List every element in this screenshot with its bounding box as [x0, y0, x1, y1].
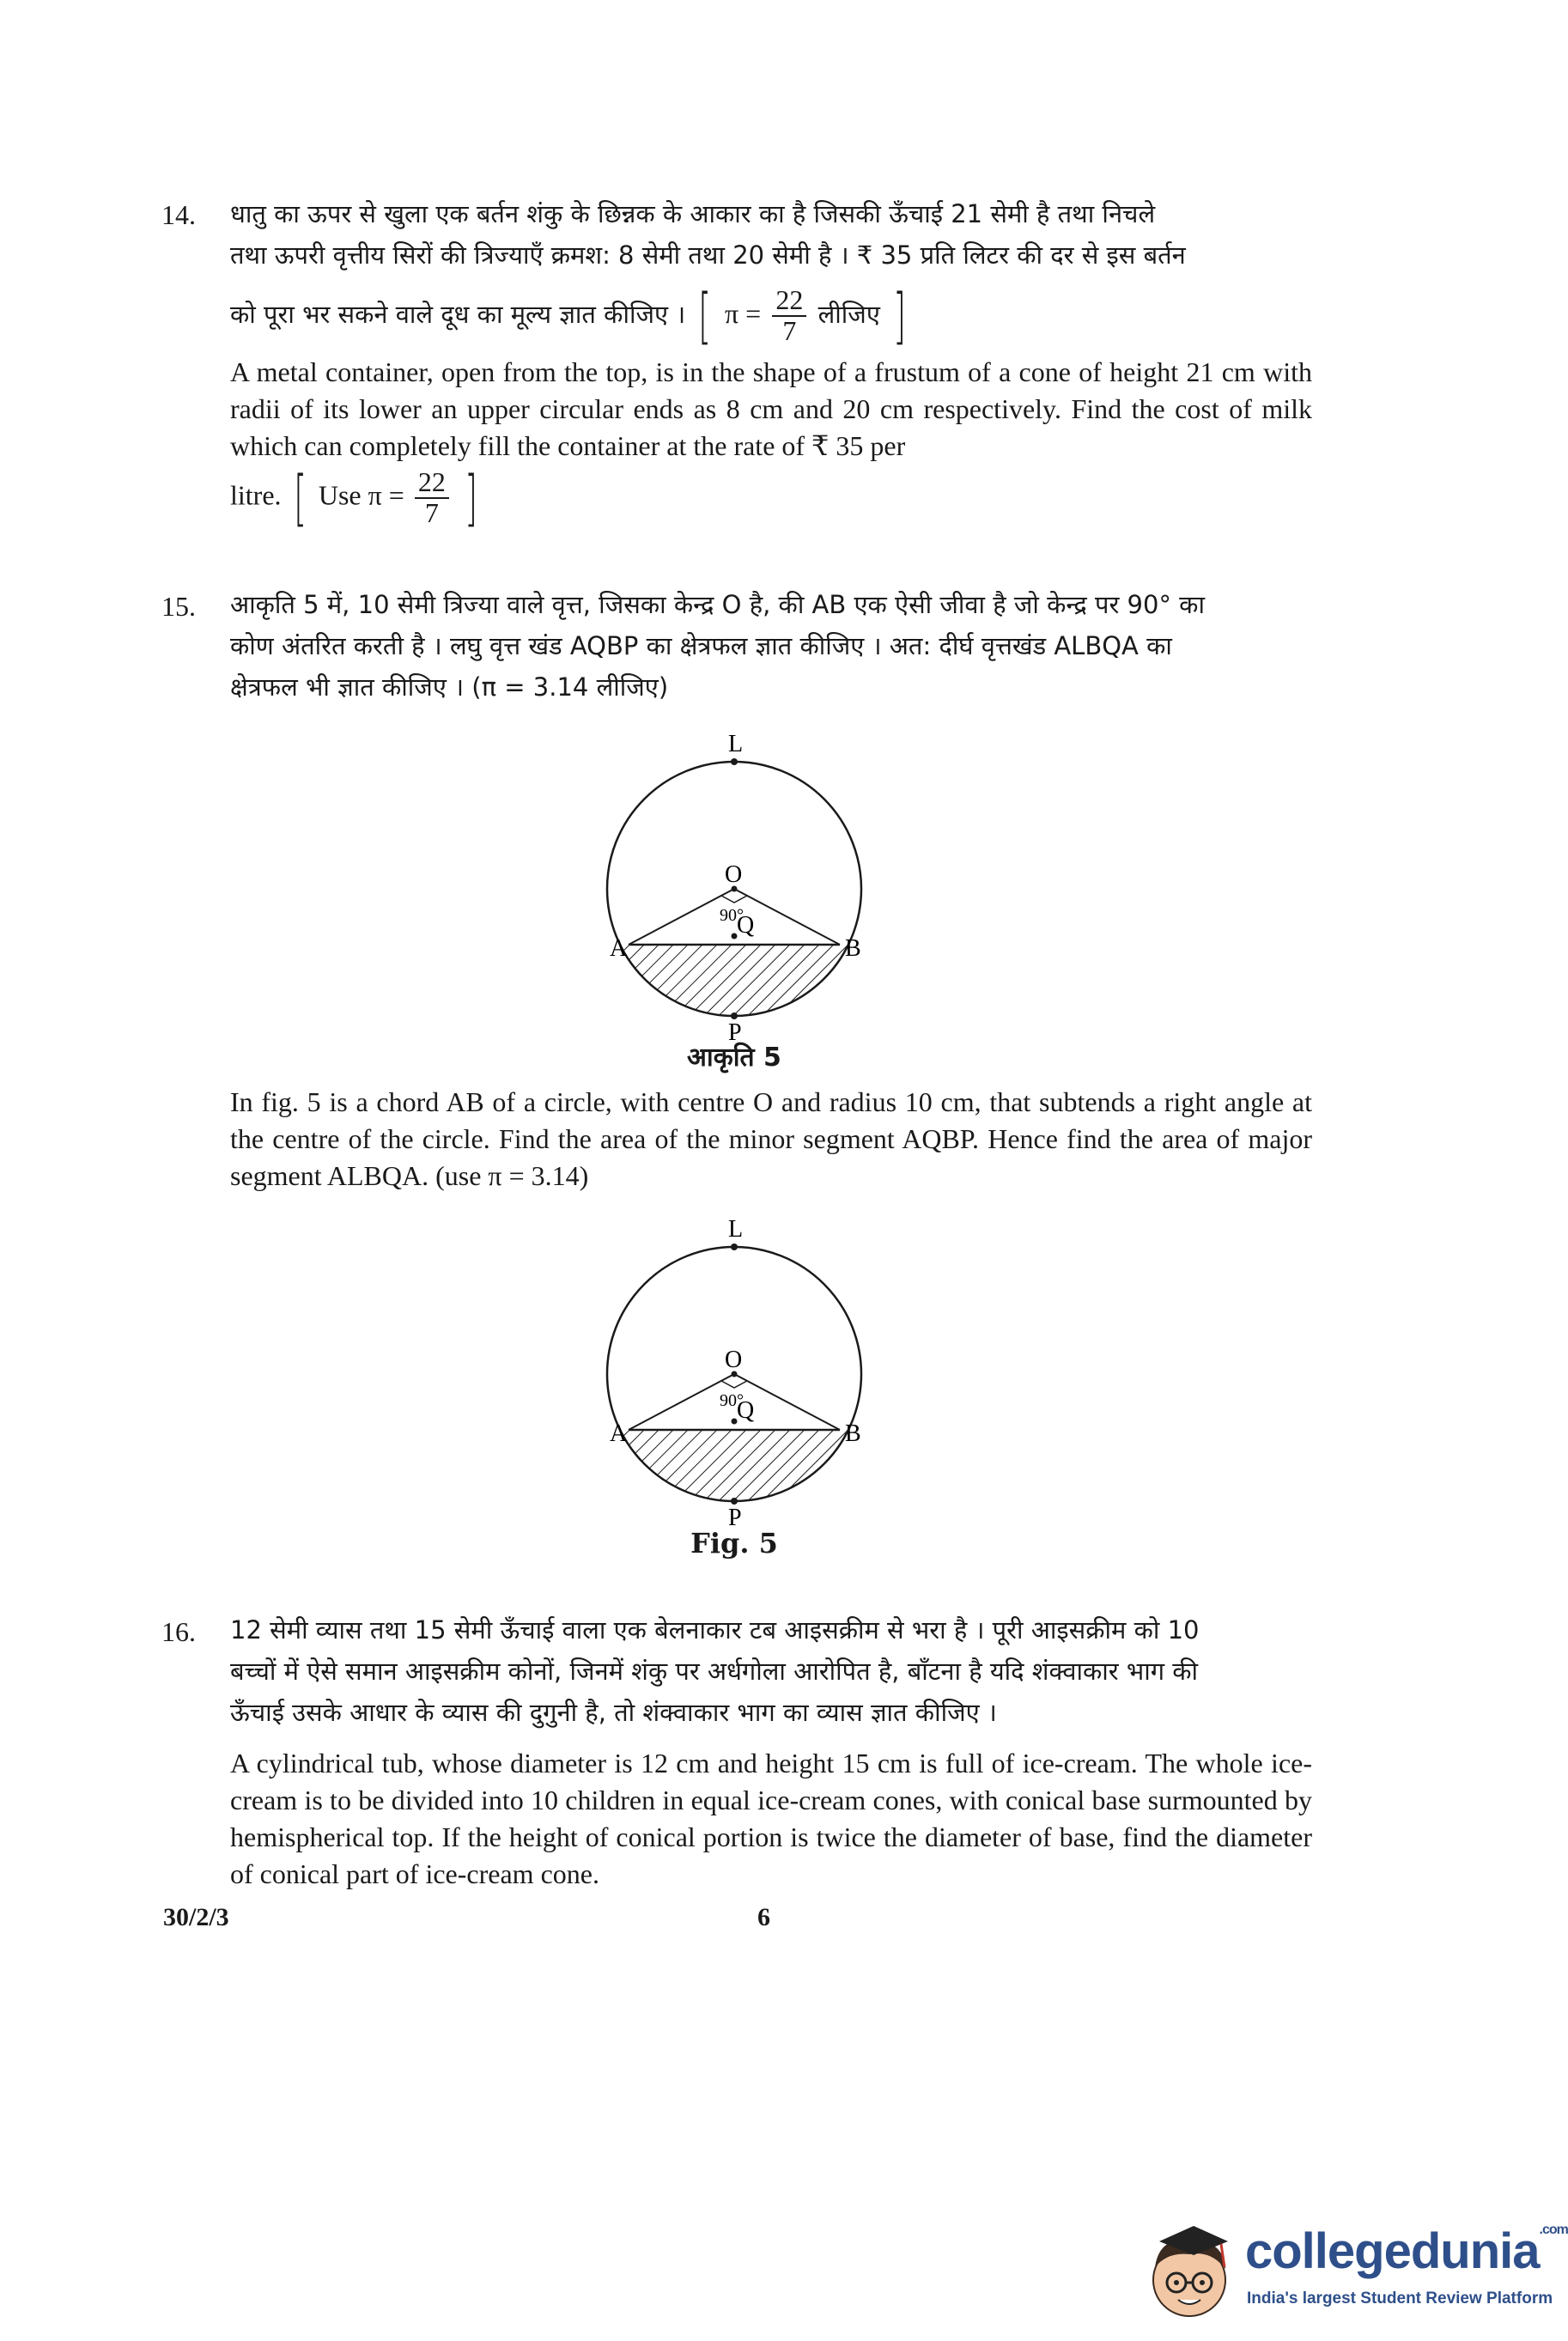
- q14-en-litre: litre.: [230, 479, 282, 511]
- label-a: A: [610, 935, 628, 962]
- question-14-number: 14.: [161, 199, 196, 230]
- q15-hi-line-1: आकृति 5 में, 10 सेमी त्रिज्या वाले वृत्त, जिसका केन्द्र O है, की AB एक ऐसी जीवा है जो केन्द्र पर 90° का: [230, 590, 1205, 619]
- question-14-english: [230, 354, 1312, 533]
- point-l: [731, 758, 738, 765]
- right-angle-mark: [721, 896, 747, 903]
- q15-hi-line-2: कोण अंतरित करती है । लघु वृत्त खंड AQBP का क्षेत्रफल ज्ञात कीजिए । अत: दीर्घ वृत्तखंड ALBQA का: [230, 631, 1172, 660]
- fraction-numerator: 22: [415, 468, 449, 499]
- q16-hi-line-2: बच्चों में ऐसे समान आइसक्रीम कोनों, जिनमें शंकु पर अर्धगोला आरोपित है, बाँटना है यदि शंक्वाकार भाग की: [230, 1657, 1199, 1686]
- label-o: O: [725, 861, 743, 888]
- fraction-denominator: 7: [424, 497, 439, 528]
- label-l: L: [728, 1216, 744, 1243]
- brand-suffix: .com: [1539, 2222, 1568, 2237]
- brand-name: collegedunia$^{.com}$: [1245, 2222, 1568, 2279]
- figure-caption-english: Fig. 5: [690, 1527, 778, 1560]
- fraction-denominator: 7: [782, 315, 797, 346]
- q14-hi-pi: π =: [724, 298, 762, 329]
- label-angle: 90°: [720, 1391, 744, 1410]
- question-15-number: 15.: [161, 591, 196, 622]
- q16-hi-line-1: 12 सेमी व्यास तथा 15 सेमी ऊँचाई वाला एक बेलनाकार टब आइसक्रीम से भरा है । पूरी आइसक्रीम को 10: [230, 1615, 1200, 1645]
- collegedunia-logo: [1142, 2216, 1568, 2332]
- q14-hi-line-3: [230, 281, 1312, 351]
- label-p: P: [728, 1019, 742, 1046]
- minor-segment-hatch: [593, 1430, 884, 1516]
- q14-en-last-line: [230, 463, 1312, 533]
- figure-5-hindi-circle: [593, 704, 884, 1046]
- question-15-english: In fig. 5 is a chord AB of a circle, with centre O and radius 10 cm, that subtends a right angle at the centre of the circle. Find the area of the minor segment AQBP. Hence find the area of major segment ALBQA. (use π = 3.14): [230, 1086, 1312, 1191]
- q14-hi-fraction: [772, 286, 806, 345]
- label-q: Q: [737, 912, 755, 939]
- question-16-number: 16.: [161, 1616, 196, 1647]
- q14-en-fraction: [415, 468, 449, 527]
- bracket-open-icon: [: [293, 463, 307, 533]
- figure-caption-hindi: आकृति 5: [687, 1043, 781, 1073]
- question-16-hindi: [230, 1609, 1312, 1733]
- mascot-icon: [1142, 2216, 1241, 2332]
- question-15-hindi: [230, 584, 1312, 708]
- bracket-close-icon: ]: [464, 463, 477, 533]
- label-p: P: [728, 1505, 742, 1531]
- label-b: B: [845, 1420, 861, 1447]
- figure-5-english-circle: [593, 1189, 884, 1531]
- label-a: A: [610, 1420, 628, 1447]
- q14-hi-take: लीजिए: [817, 300, 880, 329]
- bracket-open-icon: [: [698, 281, 712, 351]
- label-l: L: [728, 731, 744, 757]
- q14-hi-line-3-text: को पूरा भर सकने वाले दूध का मूल्य ज्ञात कीजिए ।: [230, 300, 686, 329]
- bracket-close-icon: ]: [893, 281, 907, 351]
- minor-segment-hatch: [593, 945, 884, 1031]
- label-b: B: [845, 935, 861, 962]
- right-angle-mark: [721, 1381, 747, 1388]
- q14-en-use-pi: Use π =: [318, 479, 404, 511]
- q14-en-text: A metal container, open from the top, is in the shape of a frustum of a cone of height 21 cm with radii of its lower an upper circular ends as 8 cm and 20 cm respectively. Find the cost of milk which can completely fill the container at the rate of ₹ 35 per: [230, 356, 1312, 461]
- question-16-english: A cylindrical tub, whose diameter is 12 cm and height 15 cm is full of ice-cream. The whole ice-cream is to be divided into 10 children in equal ice-cream cones, with conical base surmounted by hemispherical top. If the height of conical portion is twice the diameter of base, find the diameter of conical part of ice-cream cone.: [230, 1748, 1312, 1889]
- point-l: [731, 1243, 738, 1250]
- label-q: Q: [737, 1397, 755, 1424]
- label-angle: 90°: [720, 906, 744, 925]
- fraction-numerator: 22: [772, 286, 806, 317]
- brand-tagline: India's largest Student Review Platform: [1247, 2289, 1553, 2308]
- q16-hi-line-3: ऊँचाई उसके आधार के व्यास की दुगुनी है, तो शंक्वाकार भाग का व्यास ज्ञात कीजिए ।: [230, 1698, 997, 1727]
- radius-oa: [629, 889, 734, 945]
- label-o: O: [725, 1347, 743, 1373]
- q14-hi-line-2: तथा ऊपरी वृत्तीय सिरों की त्रिज्याएँ क्रमश: 8 सेमी तथा 20 सेमी है । ₹ 35 प्रति लिटर की दर से इस बर्तन: [230, 240, 1186, 270]
- q15-hi-line-3: क्षेत्रफल भी ज्ञात कीजिए । (π = 3.14 लीजिए): [230, 672, 669, 702]
- question-14-hindi: [230, 193, 1312, 351]
- q14-hi-line-1: धातु का ऊपर से खुला एक बर्तन शंकु के छिन्नक के आकार का है जिसकी ऊँचाई 21 सेमी है तथा निचले: [230, 199, 1156, 228]
- paper-code: 30/2/3: [163, 1903, 229, 1931]
- point-p: [731, 1498, 738, 1505]
- point-p: [731, 1012, 738, 1019]
- radius-oa: [629, 1374, 734, 1430]
- page-number: 6: [757, 1903, 770, 1931]
